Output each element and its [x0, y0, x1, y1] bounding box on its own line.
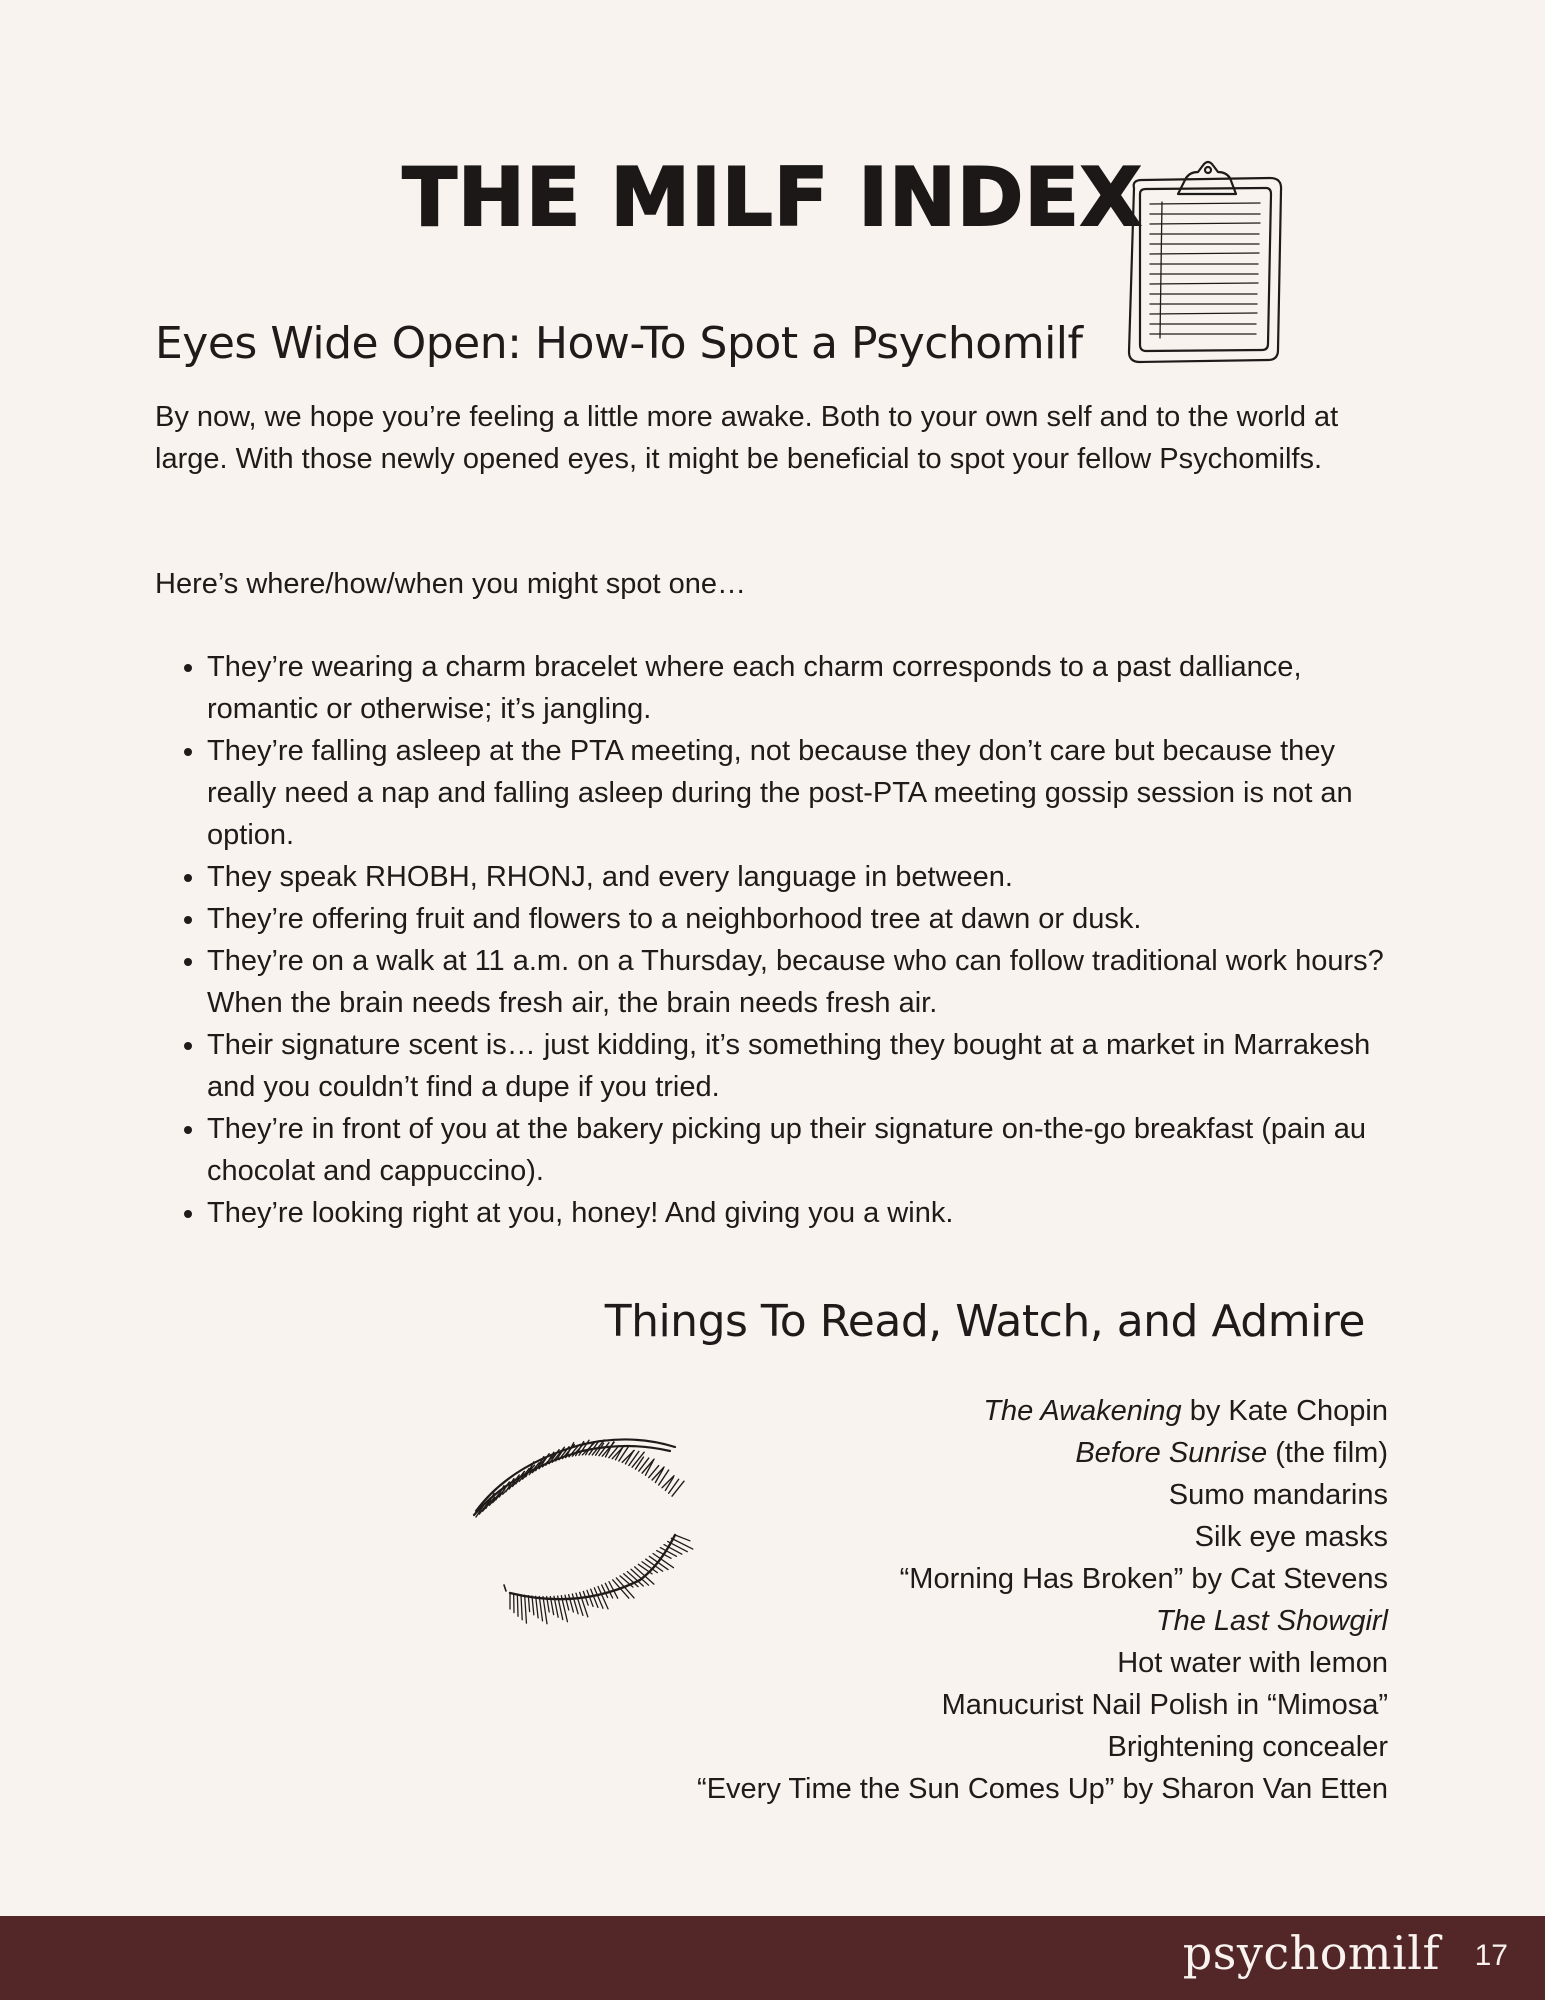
reading-item: “Every Time the Sun Comes Up” by Sharon Van Etten: [697, 1773, 1388, 1805]
list-item: • They speak RHOBH, RHONJ, and every language in between.: [207, 856, 1395, 898]
spot-list: [155, 646, 1395, 1234]
reading-item: Silk eye masks: [1194, 1521, 1388, 1553]
list-item: • They’re looking right at you, honey! And giving you a wink.: [207, 1192, 1395, 1234]
list-item: • Their signature scent is… just kidding, it’s something they bought at a market in Marrakesh and you couldn’t find a dupe if you tried.: [207, 1024, 1395, 1108]
footer-bar: [0, 1916, 1545, 2000]
page-title: THE MILF INDEX: [402, 151, 1143, 244]
reading-item: The Awakening by Kate Chopin: [983, 1395, 1388, 1427]
section-heading-things-to-read: Things To Read, Watch, and Admire: [604, 1296, 1365, 1347]
intro-paragraph: By now, we hope you’re feeling a little more awake. Both to your own self and to the world at large. With those newly opened eyes, it might be beneficial to spot your fellow Psychomilfs.: [155, 401, 1339, 475]
reading-item: Before Sunrise (the film): [1075, 1437, 1388, 1469]
list-item: • They’re in front of you at the bakery picking up their signature on-the-go breakfast (pain au chocolat and cappuccino).: [207, 1108, 1395, 1192]
brand-logo: psychomilf: [1182, 1926, 1440, 1980]
clipboard-icon: [1120, 160, 1290, 365]
reading-item: Sumo mandarins: [1168, 1479, 1388, 1511]
lead-paragraph: Here’s where/how/when you might spot one…: [155, 568, 747, 600]
section-heading-eyes-wide-open: Eyes Wide Open: How-To Spot a Psychomilf: [155, 318, 1083, 369]
list-item: • They’re on a walk at 11 a.m. on a Thursday, because who can follow traditional work hours? When the brain needs fresh air, the brain needs fresh air.: [207, 940, 1395, 1024]
reading-item: Manucurist Nail Polish in “Mimosa”: [941, 1689, 1388, 1721]
reading-item: Brightening concealer: [1107, 1731, 1388, 1763]
page-number: 17: [1474, 1939, 1508, 1972]
reading-list: [488, 1390, 1388, 1810]
list-item: • They’re offering fruit and flowers to a neighborhood tree at dawn or dusk.: [207, 898, 1395, 940]
list-item: • They’re wearing a charm bracelet where each charm corresponds to a past dalliance, romantic or otherwise; it’s jangling.: [207, 646, 1395, 730]
reading-item: The Last Showgirl: [1155, 1605, 1388, 1637]
reading-item: Hot water with lemon: [1117, 1647, 1388, 1679]
list-item: • They’re falling asleep at the PTA meeting, not because they don’t care but because they really need a nap and falling asleep during the post-PTA meeting gossip session is not an option.: [207, 730, 1395, 856]
reading-item: “Morning Has Broken” by Cat Stevens: [899, 1563, 1388, 1595]
